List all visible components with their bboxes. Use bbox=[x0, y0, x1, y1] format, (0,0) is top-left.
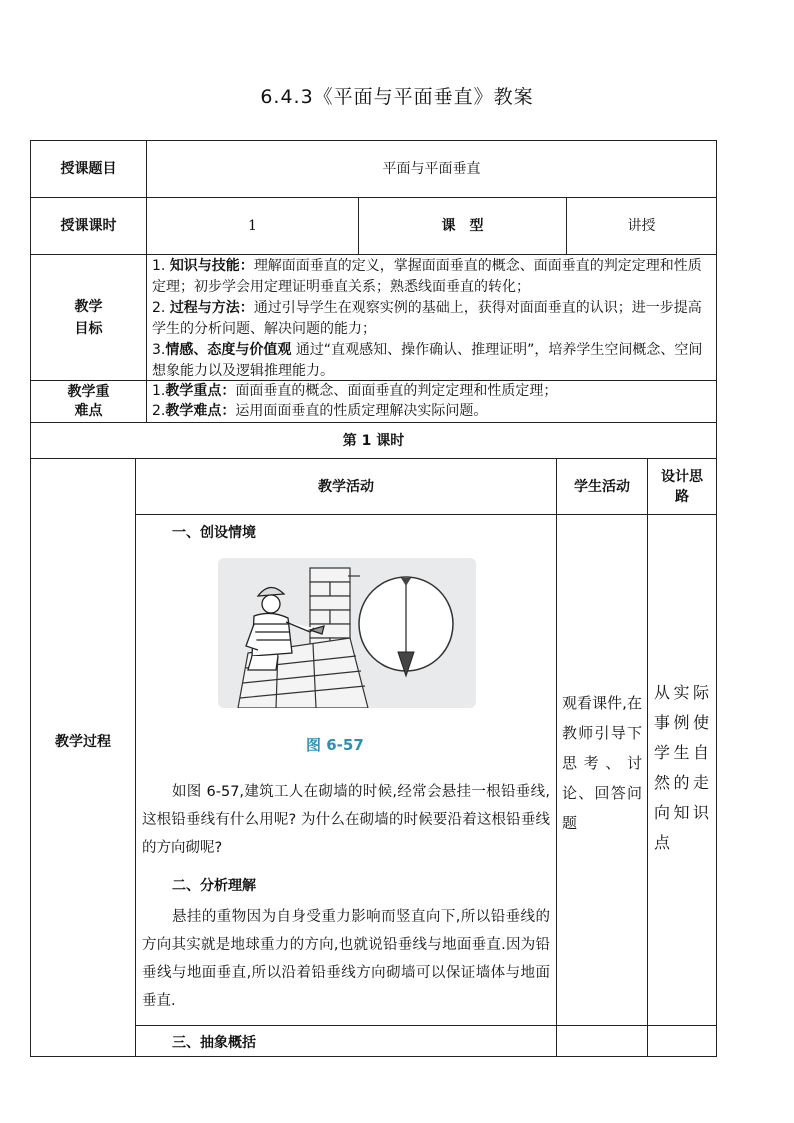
session-title: 第 1 课时 bbox=[342, 432, 405, 449]
table-divider bbox=[135, 514, 717, 515]
goals-list bbox=[152, 256, 715, 382]
section-heading-3: 三、抽象概括 bbox=[172, 1035, 256, 1051]
type-value: 讲授 bbox=[627, 218, 656, 234]
type-label: 课 型 bbox=[441, 218, 484, 234]
topic-value: 平面与平面垂直 bbox=[382, 161, 481, 177]
col-design-header bbox=[648, 459, 716, 514]
hours-label: 授课课时 bbox=[60, 218, 117, 234]
table-divider bbox=[135, 458, 136, 1056]
keypoints-list bbox=[152, 381, 715, 421]
goal-item: 2. 过程与方法：通过引导学生在观察实例的基础上，获得对面面垂直的认识；进一步提高学生的分析问题、解决问题的能力； bbox=[152, 300, 702, 337]
goal-item: 1. 知识与技能：理解面面垂直的定义，掌握面面垂直的概念、面面垂直的判定定理和性质定理；初步学会用定理证明垂直关系；熟悉线面垂直的转化； bbox=[152, 258, 702, 295]
keypoint-item: 1.教学重点：面面垂直的概念、面面垂直的判定定理和性质定理； bbox=[152, 383, 558, 399]
table-divider bbox=[647, 458, 648, 1056]
goals-label bbox=[31, 255, 146, 380]
design-idea-text: 从实际事例使学生自然的走向知识点 bbox=[654, 683, 711, 852]
paragraph-analysis: 悬挂的重物因为自身受重力影响而竖直向下,所以铅垂线的方向其实就是地球重力的方向,也就说铅垂线与地面垂直.因为铅垂线与地面垂直,所以沿着铅垂线方向砌墙可以保证墙体与地面垂直. bbox=[142, 909, 550, 1009]
keypoints-label bbox=[31, 381, 146, 422]
keypoint-item: 2.教学难点：运用面面垂直的性质定理解决实际问题。 bbox=[152, 403, 488, 419]
keypoints-label-text: 教学重难点 bbox=[67, 383, 110, 419]
goal-item: 3.情感、态度与价值观 通过“直观感知、操作确认、推理证明”，培养学生空间概念、空间想象能力以及逻辑推理能力。 bbox=[152, 342, 703, 379]
col-design-header-text: 设计思路 bbox=[661, 468, 703, 505]
col-activity-header: 教学活动 bbox=[318, 478, 374, 495]
student-activity-text: 观看课件,在教师引导下思考、讨论、回答问题 bbox=[562, 694, 642, 832]
table-border-bottom bbox=[30, 1056, 717, 1057]
table-border-right bbox=[716, 140, 717, 1057]
section-heading-2: 二、分析理解 bbox=[172, 878, 256, 894]
goals-label-text: 教学目标 bbox=[74, 298, 103, 337]
process-label: 教学过程 bbox=[55, 734, 111, 750]
topic-label: 授课题目 bbox=[60, 161, 117, 177]
page-title: 6.4.3《平面与平面垂直》教案 bbox=[260, 86, 534, 108]
paragraph-situation: 如图 6-57,建筑工人在砌墙的时候,经常会悬挂一根铅垂线,这根铅垂线有什么用呢? 为什么在砌墙的时候要沿着这根铅垂线的方向砌呢? bbox=[142, 784, 550, 856]
hours-value: 1 bbox=[248, 218, 257, 234]
section-heading-1: 一、创设情境 bbox=[172, 525, 256, 541]
col-student-header: 学生活动 bbox=[574, 478, 630, 495]
figure-caption: 图 6-57 bbox=[306, 736, 364, 754]
table-divider bbox=[556, 458, 557, 1056]
bricklayer-plumb-line-illustration bbox=[218, 558, 476, 708]
table-divider bbox=[135, 1025, 717, 1026]
